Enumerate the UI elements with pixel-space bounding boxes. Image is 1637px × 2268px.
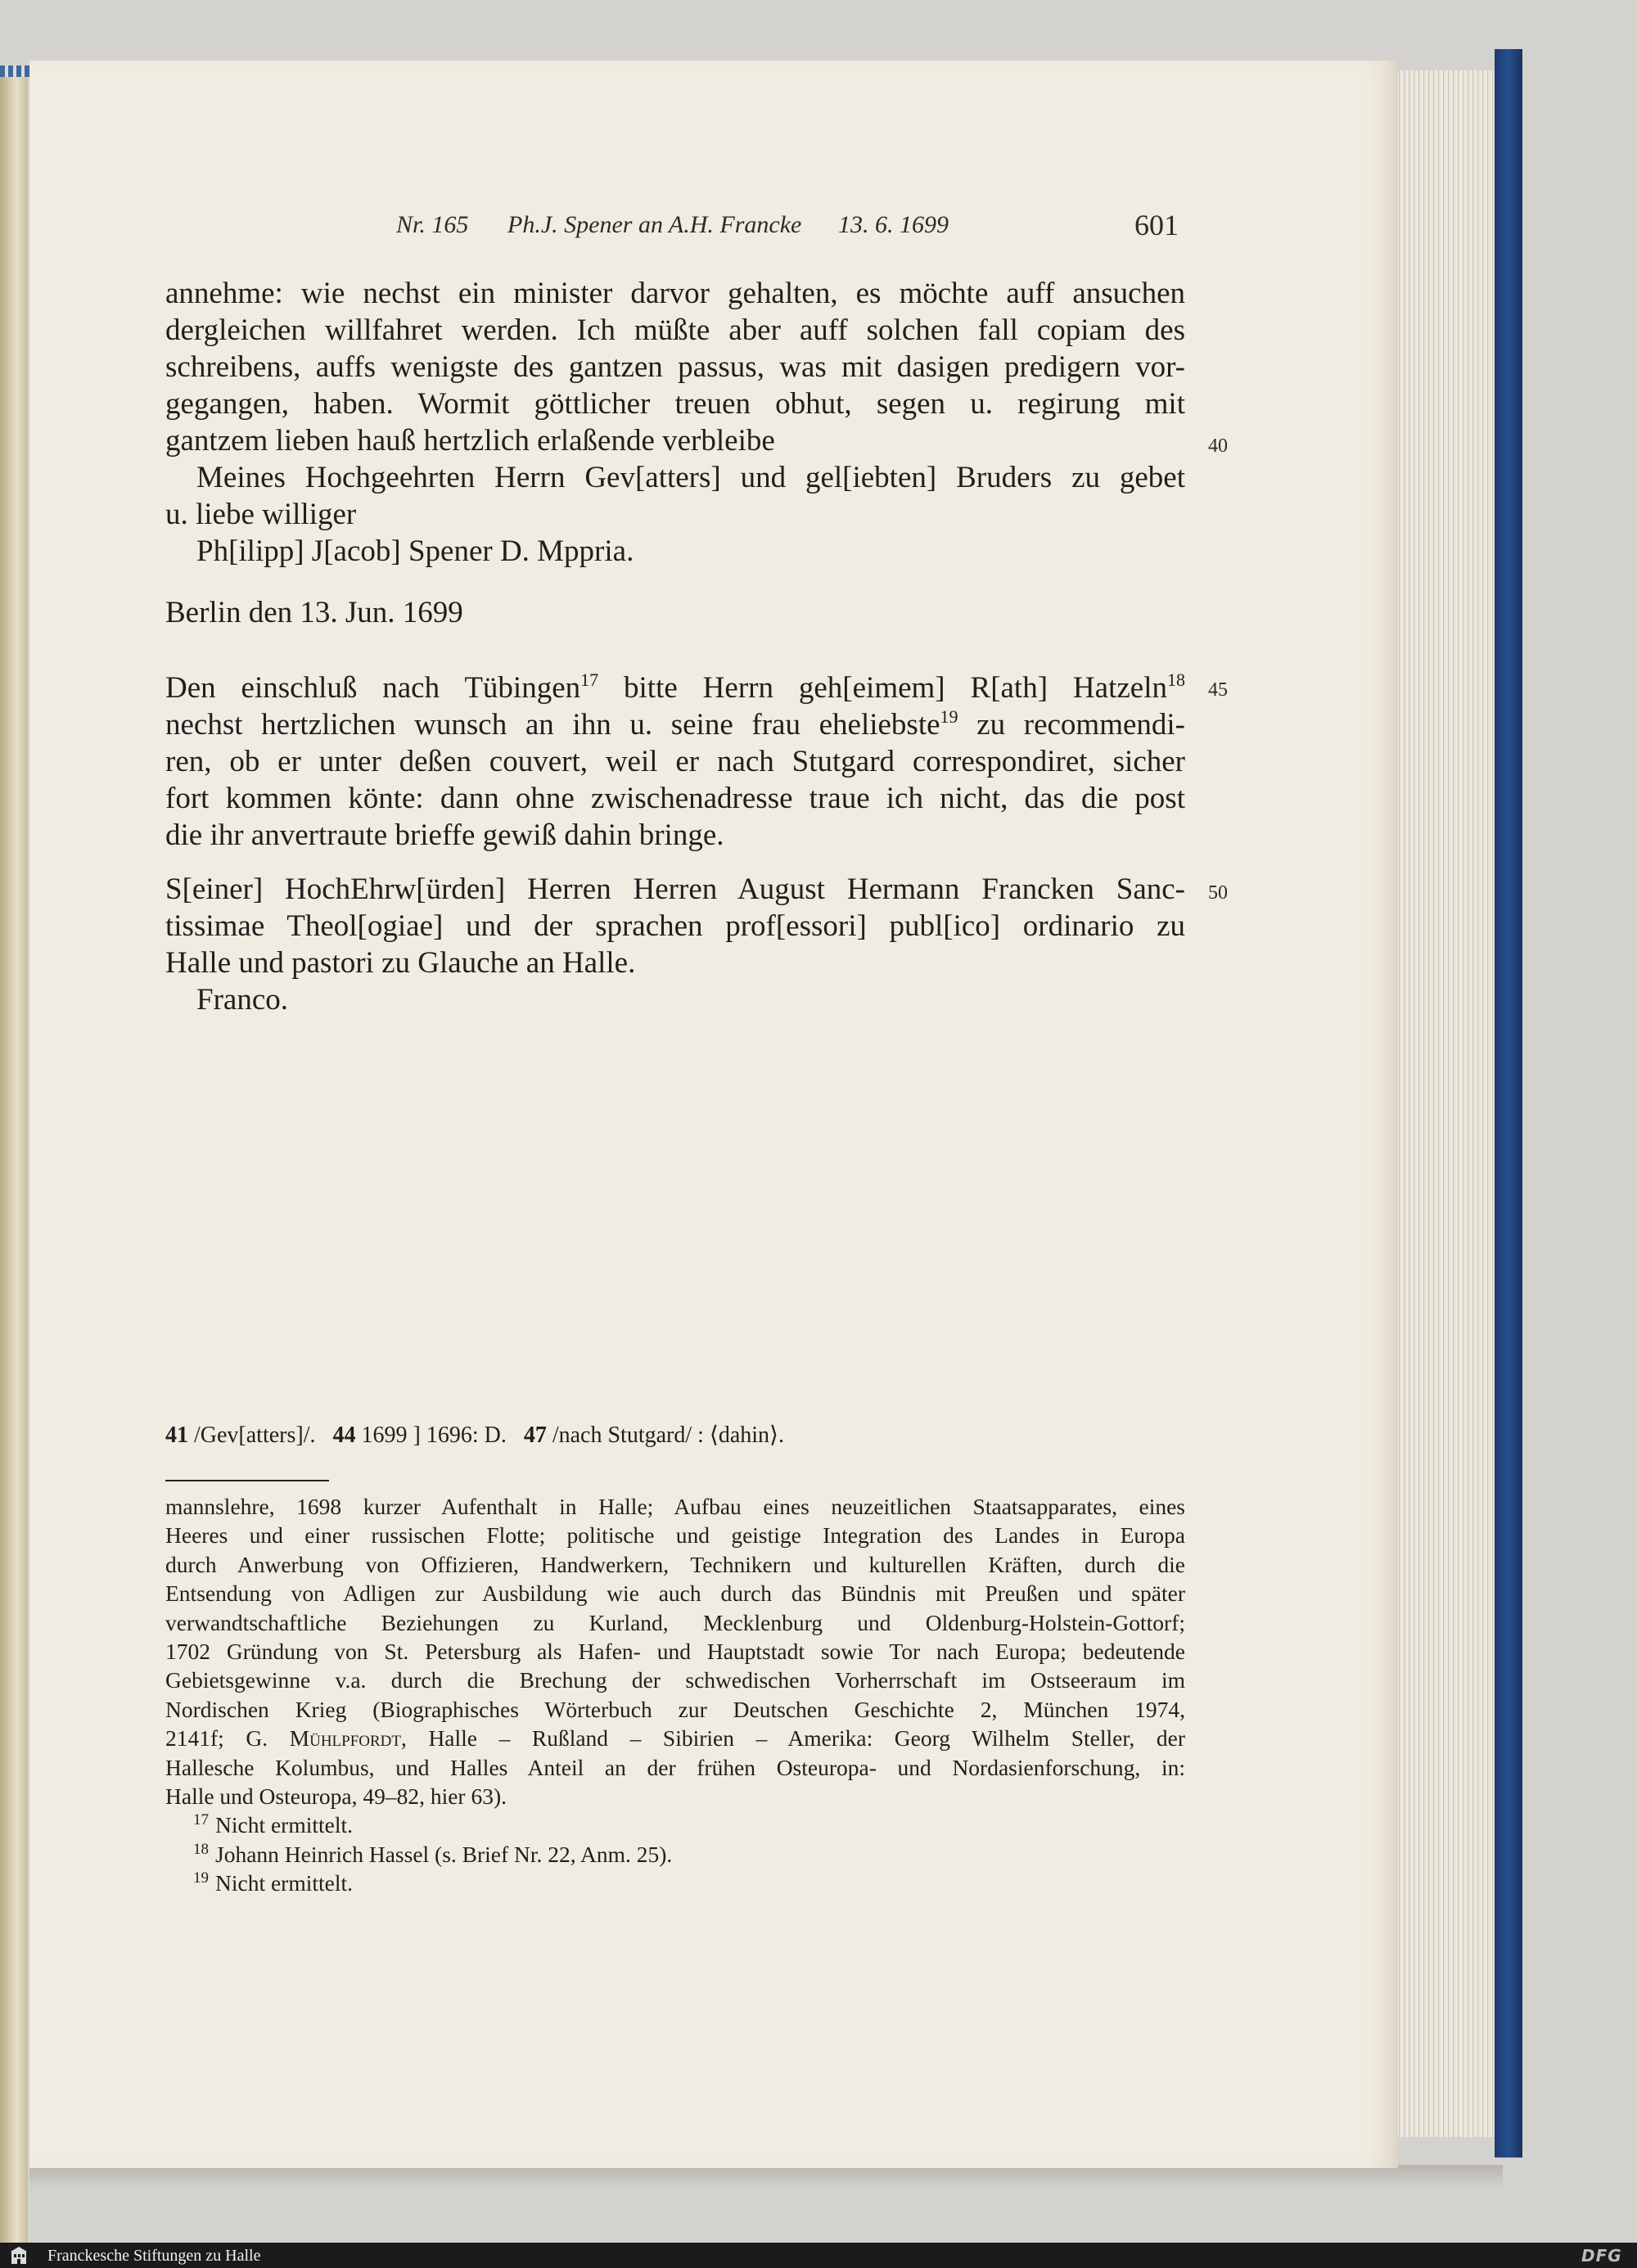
footnote-line: Entsendung von Adligen zur Ausbildung wie auch durch das Bündnis mit Preußen und später xyxy=(165,1580,1185,1607)
ps-line: Den einschluß nach Tübingen$^{17}$ bitte Herrn geh[eimem] R[ath] Hatzeln$^{18}$ xyxy=(165,670,1185,705)
letter-correspondents: Ph.J. Spener an A.H. Francke xyxy=(507,211,802,238)
ps-line: die ihr anvertraute brieffe gewiß dahin bringe. xyxy=(165,818,724,852)
previous-page-edge xyxy=(0,70,28,2243)
text-line: gantzem lieben hauß hertzlich erlaßende verbleibe xyxy=(165,424,775,458)
page-shadow xyxy=(29,2165,1503,2189)
place-date: Berlin den 13. Jun. 1699 xyxy=(165,596,463,629)
footnote-17: $^{17}$ Nicht ermittelt. xyxy=(193,1811,354,1838)
postscript xyxy=(165,670,1185,854)
line-number-40: 40 xyxy=(1208,435,1228,457)
ps-line: nechst hertzlichen wunsch an ihn u. seine frau eheliebste$^{19}$ zu recommendi- xyxy=(165,706,1186,742)
footnote-line: Hallesche Kolumbus, und Halles Anteil an der frühen Osteuropa- und Nordasienforschung, in: xyxy=(165,1754,1185,1780)
line-number-50: 50 xyxy=(1208,882,1228,904)
text-line: gegangen, haben. Wormit göttlicher treuen obhut, segen u. regirung mit xyxy=(165,387,1185,421)
critical-apparatus: 41 /Gev[atters]/. 44 1699 ] 1696: D. 47 /nach Stutgard/ : ⟨dahin⟩. xyxy=(165,1423,784,1448)
signature: Ph[ilipp] J[acob] Spener D. Mppria. xyxy=(196,534,634,568)
footnotes xyxy=(165,1492,1185,1898)
footnote-line: Gebietsgewinne v.a. durch die Brechung der schwedischen Vorherrschaft im Ostseeraum im xyxy=(165,1667,1185,1693)
line-number-45: 45 xyxy=(1208,679,1228,701)
ps-line: fort kommen könte: dann ohne zwischenadresse traue ich nicht, das die post xyxy=(165,782,1185,815)
apparatus-line-ref: 44 xyxy=(332,1423,356,1448)
dfg-logo[interactable]: DFG xyxy=(1581,2246,1622,2266)
footnote-line: Halle und Osteuropa, 49–82, hier 63). xyxy=(165,1783,507,1810)
footnote-line: Heeres und einer russischen Flotte; politische und geistige Integration des Landes in Europa xyxy=(165,1522,1185,1549)
address xyxy=(165,871,1185,1018)
institution-logo-icon[interactable] xyxy=(10,2246,28,2266)
footnote-ref-19[interactable]: 19 xyxy=(940,706,958,727)
text-line: dergleichen willfahret werden. Ich müßte aber auff solchen fall copiam des xyxy=(165,313,1185,347)
footnote-18: $^{18}$ Johann Heinrich Hassel (s. Brief Nr. 22, Anm. 25). xyxy=(193,1840,673,1867)
address-line: S[einer] HochEhrw[ürden] Herren Herren August Hermann Francken Sanc- xyxy=(165,872,1185,906)
franco-line: Franco. xyxy=(196,983,288,1017)
text-line: schreibens, auffs wenigste des gantzen passus, was mit dasigen predigern vor- xyxy=(165,350,1185,384)
author-name: Mühlpfordt xyxy=(289,1725,402,1752)
apparatus-line-ref: 47 xyxy=(523,1423,547,1448)
footnote-ref-17[interactable]: 17 xyxy=(580,670,599,690)
apparatus-line-ref: 41 xyxy=(165,1423,188,1448)
page-number: 601 xyxy=(1134,209,1179,241)
closing-line: Meines Hochgeehrten Herrn Gev[atters] und gel[iebten] Bruders zu gebet xyxy=(196,461,1185,494)
institution-name[interactable]: Franckesche Stiftungen zu Halle xyxy=(47,2247,261,2265)
closing-line: u. liebe williger xyxy=(165,498,357,531)
book-cover xyxy=(1495,49,1522,2158)
footnote-rule xyxy=(165,1480,329,1481)
letter-number: Nr. 165 xyxy=(396,211,469,238)
footnote-line: durch Anwerbung von Offizieren, Handwerkern, Technikern und kulturellen Kräften, durch die xyxy=(165,1551,1185,1577)
footnote-line: 1702 Gründung von St. Petersburg als Hafen- und Hauptstadt sowie Tor nach Europa; bedeutende xyxy=(165,1639,1185,1665)
letter-date: 13. 6. 1699 xyxy=(838,211,949,238)
page-stack-edges xyxy=(1391,70,1498,2137)
address-line: tissimae Theol[ogiae] und der sprachen prof[essori] publ[ico] ordinario zu xyxy=(165,909,1185,943)
footnote-line: Nordischen Krieg (Biographisches Wörterbuch zur Deutschen Geschichte 2, München 1974, xyxy=(165,1696,1185,1722)
footnote-line: verwandtschaftliche Beziehungen zu Kurland, Mecklenburg und Oldenburg-Holstein-Gottorf; xyxy=(165,1609,1185,1635)
footnote-19: $^{19}$ Nicht ermittelt. xyxy=(193,1869,354,1896)
ps-line: ren, ob er unter deßen couvert, weil er nach Stutgard correspondiret, sicher xyxy=(165,745,1185,778)
footnote-line: 2141f; G. Mühlpfordt, Halle – Rußland – Sibirien – Amerika: Georg Wilhelm Steller, der xyxy=(165,1725,1185,1752)
footnote-ref-18[interactable]: 18 xyxy=(1166,670,1185,690)
text-line: annehme: wie nechst ein minister darvor gehalten, es möchte auff ansuchen xyxy=(165,277,1185,310)
address-line: Halle und pastori zu Glauche an Halle. xyxy=(165,946,636,980)
letter-body xyxy=(165,275,1185,570)
footnote-line: mannslehre, 1698 kurzer Aufenthalt in Halle; Aufbau eines neuzeitlichen Staatsapparates, eines xyxy=(165,1494,1185,1519)
